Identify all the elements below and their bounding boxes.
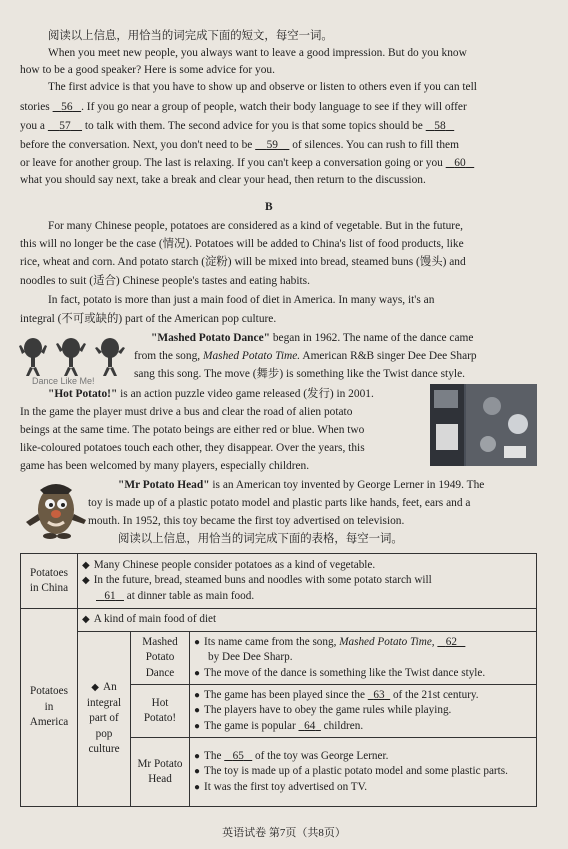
text: It was the first toy advertised on TV.	[204, 780, 368, 793]
hot-line: beings at the same time. The potato beings are either red or blue. When two	[20, 424, 365, 436]
passage-a-line	[20, 99, 467, 116]
table-row	[21, 609, 537, 632]
text: The	[204, 749, 222, 762]
passage-b-line: In fact, potato is more than just a main food of diet in America. In many ways, it's an	[48, 294, 435, 306]
section-b-instruction: 阅读以上信息，用恰当的词完成下面的表格，每空一词。	[118, 533, 403, 545]
diamond-bullet-icon: ◆	[91, 682, 99, 694]
blank-number: 60	[454, 157, 466, 169]
head-line: mouth. In 1952, this toy became the first toy advertised on television.	[88, 515, 405, 527]
text: of the 21st century.	[392, 688, 479, 701]
sub-label-head: Mr Potato Head	[131, 738, 190, 807]
sub-label-hot: Hot Potato!	[131, 685, 190, 738]
text: An integral part of pop culture	[86, 681, 122, 756]
china-cell	[78, 554, 537, 609]
blank-58	[426, 120, 454, 132]
diamond-bullet-icon: ◆	[82, 559, 90, 571]
blank-number: 59	[266, 139, 278, 151]
mashed-line	[151, 330, 473, 347]
text: children.	[323, 719, 364, 732]
text: The game has been played since the	[204, 688, 365, 701]
blank-number: 64	[304, 719, 316, 732]
hot-line: like-coloured potatoes touch each other, they disappear. Over the years, this	[20, 442, 365, 454]
passage-a-line	[20, 118, 454, 135]
sub-label-dance: Mashed Potato Dance	[131, 632, 190, 685]
blank-61	[96, 590, 124, 602]
blank-60	[446, 157, 474, 169]
america-part-cell	[78, 632, 131, 807]
text: you a	[20, 120, 45, 132]
song-title: Mashed Potato Time,	[339, 635, 435, 648]
text: A kind of main food of diet	[93, 613, 217, 626]
text: from the song,	[134, 350, 201, 362]
list-item	[194, 719, 532, 735]
bullet-icon: ●	[194, 720, 201, 732]
passage-a-line: When you meet new people, you always want to leave a good impression. But do you know	[48, 47, 467, 59]
blank-64	[299, 720, 321, 732]
text: Its name came from the song,	[204, 635, 337, 648]
head-cell	[190, 738, 537, 807]
mr-potato-head-illustration	[22, 474, 92, 542]
text: The game is popular	[204, 719, 296, 732]
list-item	[194, 635, 532, 651]
passage-a-line: how to be a good speaker? Here is some advice for you.	[20, 64, 275, 76]
text: or leave for another group. The last is relaxing. If you can't keep a conversation going or you	[20, 157, 443, 169]
bullet-icon: ●	[194, 750, 201, 762]
text: The move of the dance is something like the Twist dance style.	[204, 666, 486, 679]
hot-potato-game-screenshot	[430, 384, 537, 466]
dance-cell	[190, 632, 537, 685]
dance-caption: Dance Like Me!	[32, 376, 95, 386]
bullet-icon: ●	[194, 766, 201, 778]
passage-a-line	[20, 155, 474, 172]
passage-b-line: noodles to suit (适合) Chinese people's tastes and eating habits.	[20, 275, 310, 287]
blank-number: 58	[434, 120, 446, 132]
text: is an American toy invented by George Lerner in 1949. The	[212, 479, 485, 491]
blank-number: 56	[61, 101, 73, 113]
blank-number: 62	[445, 635, 457, 648]
list-item	[194, 666, 532, 682]
section-a-instruction: 阅读以上信息，用恰当的词完成下面的短文，每空一词。	[48, 30, 333, 42]
blank-56	[53, 101, 81, 113]
blank-number: 61	[104, 589, 116, 602]
list-item	[82, 573, 532, 589]
table-row	[21, 554, 537, 609]
blank-number: 57	[59, 120, 71, 132]
row-label-america: Potatoes in America	[21, 609, 78, 807]
mashed-line: sang this song. The move (舞步) is something like the Twist dance style.	[134, 368, 465, 380]
dancing-potatoes-illustration	[18, 336, 130, 386]
america-main-cell	[78, 609, 537, 632]
text: American R&B singer Dee Dee Sharp	[302, 350, 477, 362]
row-label-china: Potatoes in China	[21, 554, 78, 609]
blank-63	[368, 689, 390, 701]
list-item	[194, 749, 532, 765]
list-item	[194, 764, 532, 780]
bullet-icon: ●	[194, 705, 201, 717]
summary-table	[20, 553, 537, 807]
text: . If you go near a group of people, watch their body language to see if they will offer	[81, 101, 467, 113]
table-row	[21, 632, 537, 685]
bullet-icon: ●	[194, 689, 201, 701]
list-item-cont	[82, 589, 532, 605]
hot-line: game has been welcomed by many players, especially children.	[20, 460, 310, 472]
blank-number: 65	[232, 749, 244, 762]
list-item-cont: by Dee Dee Sharp.	[208, 651, 293, 664]
blank-59	[255, 139, 289, 151]
passage-a-line	[20, 137, 459, 154]
hot-title: "Hot Potato!"	[48, 388, 118, 400]
passage-a-line: The first advice is that you have to show up and observe or listen to others even if you can tell	[48, 81, 477, 93]
hot-line	[48, 386, 374, 403]
text: The toy is made up of a plastic potato model and some plastic parts.	[204, 765, 508, 778]
text: began in 1962. The name of the dance came	[272, 332, 474, 344]
diamond-bullet-icon: ◆	[82, 575, 90, 587]
blank-65	[224, 750, 252, 762]
text: to talk with them. The second advice for you is that some topics should be	[84, 120, 423, 132]
passage-b-line: this will no longer be the case (情况). Potatoes will be added to China's list of food products, like	[20, 238, 464, 250]
song-title: Mashed Potato Time.	[202, 350, 301, 362]
bullet-icon: ●	[194, 781, 201, 793]
text: is an action puzzle video game released (发行) in 2001.	[120, 388, 374, 400]
mashed-title: "Mashed Potato Dance"	[151, 332, 270, 344]
hot-cell	[190, 685, 537, 738]
section-b-heading: B	[265, 201, 273, 213]
text: at dinner table as main food.	[126, 589, 255, 602]
text: stories	[20, 101, 50, 113]
blank-57	[48, 120, 82, 132]
list-item	[194, 688, 532, 704]
list-item	[194, 703, 532, 719]
text: of silences. You can rush to fill them	[292, 139, 459, 151]
mashed-line	[134, 348, 477, 365]
list-item	[82, 558, 532, 574]
passage-b-line: For many Chinese people, potatoes are considered as a kind of vegetable. But in the future,	[48, 220, 464, 232]
text: before the conversation. Next, you don't need to be	[20, 139, 253, 151]
head-line	[118, 477, 484, 494]
passage-a-line: what you should say next, take a break and clear your head, then return to the discussion.	[20, 174, 426, 186]
head-line: toy is made up of a plastic potato model and plastic parts like hands, feet, ears and a	[88, 497, 471, 509]
text: Many Chinese people consider potatoes as a kind of vegetable.	[93, 558, 376, 571]
bullet-icon: ●	[194, 636, 201, 648]
text: The players have to obey the game rules while playing.	[204, 704, 452, 717]
blank-62	[437, 636, 465, 648]
bullet-icon: ●	[194, 667, 201, 679]
passage-b-line: rice, wheat and corn. And potato starch (淀粉) will be mixed into bread, steamed buns (馒头) and	[20, 256, 466, 268]
text: In the future, bread, steamed buns and noodles with some potato starch will	[93, 574, 432, 587]
list-item	[194, 780, 532, 796]
passage-b-line: integral (不可或缺的) part of the American pop culture.	[20, 313, 277, 325]
hot-line: In the game the player must drive a bus and clear the road of alien potato	[20, 406, 353, 418]
diamond-bullet-icon: ◆	[82, 614, 90, 626]
blank-number: 63	[373, 688, 385, 701]
text: of the toy was George Lerner.	[255, 749, 389, 762]
page-footer: 英语试卷 第7页（共8页）	[222, 827, 346, 839]
head-title: "Mr Potato Head"	[118, 479, 210, 491]
